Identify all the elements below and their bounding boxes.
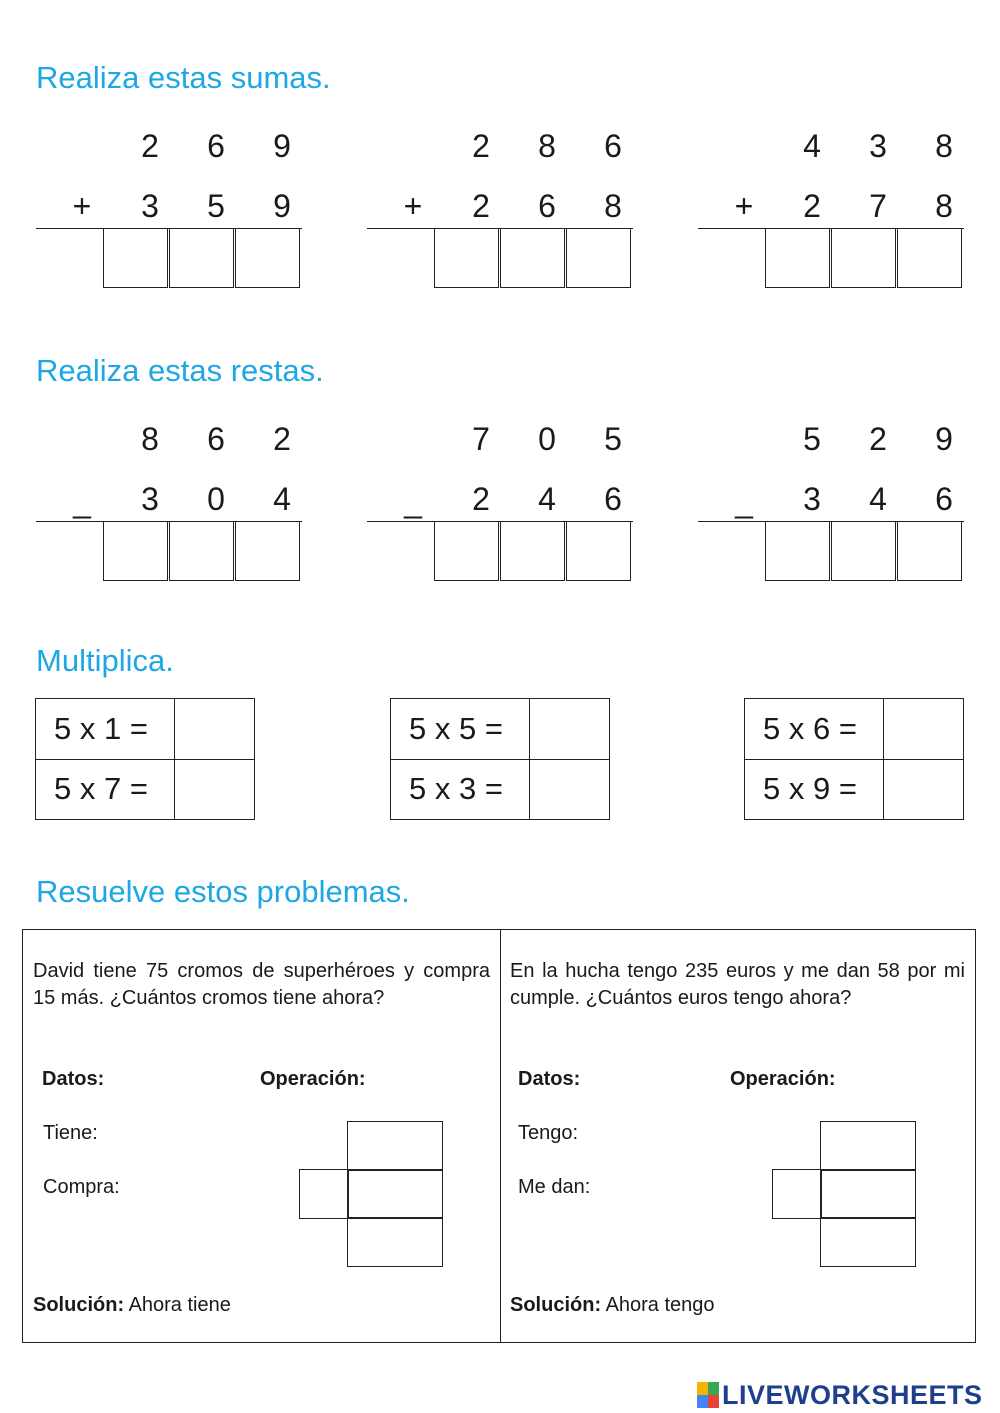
mult-expression: 5 x 7 = [36, 759, 175, 819]
mult-expression: 5 x 6 = [745, 699, 884, 759]
resta-2-top-tens: 0 [538, 421, 556, 457]
operation-box-result[interactable] [820, 1217, 916, 1267]
resta-1-top-tens: 6 [207, 421, 225, 457]
operation-box-top[interactable] [820, 1121, 916, 1171]
resta-3-top-tens: 2 [869, 421, 887, 457]
resta-3-bottom-tens: 4 [869, 481, 887, 517]
answer-box-tens[interactable] [169, 521, 234, 581]
mult-expression: 5 x 5 = [391, 699, 530, 759]
resta-2-bottom-units: 6 [604, 481, 622, 517]
solucion-label: Solución: [33, 1294, 125, 1316]
mult-answer-box[interactable] [885, 699, 963, 759]
operation-sign-box[interactable] [772, 1169, 822, 1219]
suma-3-bottom-tens: 7 [869, 188, 887, 224]
suma-2-top-tens: 8 [538, 128, 556, 164]
minus-sign: _ [735, 483, 753, 519]
answer-box-hundreds[interactable] [434, 228, 499, 288]
answer-box-hundreds[interactable] [434, 521, 499, 581]
resta-1-top-hundreds: 8 [141, 421, 159, 457]
answer-box-tens[interactable] [500, 228, 565, 288]
resta-1-bottom-tens: 0 [207, 481, 225, 517]
resta-3 [698, 423, 964, 543]
suma-1-top-units: 9 [273, 128, 291, 164]
resta-2-bottom-tens: 4 [538, 481, 556, 517]
suma-2-bottom-tens: 6 [538, 188, 556, 224]
resta-3-top-units: 9 [935, 421, 953, 457]
mult-answer-box[interactable] [531, 699, 609, 759]
heading-restas: Realiza estas restas. [36, 353, 324, 388]
suma-2-bottom-hundreds: 2 [472, 188, 490, 224]
suma-1-bottom-hundreds: 3 [141, 188, 159, 224]
answer-box-hundreds[interactable] [765, 228, 830, 288]
operation-box-middle[interactable] [820, 1169, 916, 1219]
suma-2-bottom-units: 8 [604, 188, 622, 224]
mult-answer-box[interactable] [176, 759, 254, 819]
minus-sign: _ [404, 483, 422, 519]
problem-1 [23, 930, 501, 1342]
mult-answer-box[interactable] [885, 759, 963, 819]
answer-box-hundreds[interactable] [103, 521, 168, 581]
answer-box-units[interactable] [897, 521, 962, 581]
resta-1-bottom-hundreds: 3 [141, 481, 159, 517]
mult-answer-box[interactable] [531, 759, 609, 819]
resta-2-top-hundreds: 7 [472, 421, 490, 457]
plus-sign: + [403, 188, 423, 224]
resta-3-top-hundreds: 5 [803, 421, 821, 457]
dato-compra: Compra: [43, 1176, 120, 1198]
answer-box-tens[interactable] [831, 228, 896, 288]
suma-2 [367, 130, 633, 250]
minus-sign: _ [73, 483, 91, 519]
problem-2-text: En la hucha tengo 235 euros y me dan 58 por mi cumple. ¿Cuántos euros tengo ahora? [510, 960, 965, 1009]
solution-line [33, 1294, 231, 1317]
mult-row [36, 759, 254, 819]
dato-tengo: Tengo: [518, 1122, 579, 1144]
problem-1-text: David tiene 75 cromos de superhéroes y compra 15 más. ¿Cuántos cromos tiene ahora? [33, 960, 490, 1009]
answer-box-tens[interactable] [500, 521, 565, 581]
answer-box-units[interactable] [566, 228, 631, 288]
mult-answer-box[interactable] [176, 699, 254, 759]
problems-table [22, 929, 976, 1343]
dato-me-dan: Me dan: [518, 1176, 591, 1198]
suma-2-top-hundreds: 2 [472, 128, 490, 164]
mult-expression: 5 x 3 = [391, 759, 530, 819]
answer-box-hundreds[interactable] [103, 228, 168, 288]
solution-line [510, 1294, 715, 1317]
resta-3-bottom-units: 6 [935, 481, 953, 517]
mult-row [745, 699, 963, 760]
suma-3-top-hundreds: 4 [803, 128, 821, 164]
resta-2 [367, 423, 633, 543]
operacion-label: Operación: [730, 1068, 836, 1090]
operation-box-top[interactable] [347, 1121, 443, 1171]
mult-row [391, 759, 609, 819]
suma-1-bottom-units: 9 [273, 188, 291, 224]
solucion-text: Ahora tengo [605, 1294, 715, 1316]
resta-2-top-units: 5 [604, 421, 622, 457]
resta-3-bottom-hundreds: 3 [803, 481, 821, 517]
operacion-label: Operación: [260, 1068, 366, 1090]
suma-1-bottom-tens: 5 [207, 188, 225, 224]
answer-box-units[interactable] [897, 228, 962, 288]
mult-table-1 [35, 698, 255, 820]
answer-box-hundreds[interactable] [765, 521, 830, 581]
suma-1-top-hundreds: 2 [141, 128, 159, 164]
mult-row [745, 759, 963, 819]
resta-2-bottom-hundreds: 2 [472, 481, 490, 517]
datos-label: Datos: [42, 1068, 105, 1090]
answer-box-tens[interactable] [831, 521, 896, 581]
plus-sign: + [72, 188, 92, 224]
suma-3-top-tens: 3 [869, 128, 887, 164]
suma-3-bottom-units: 8 [935, 188, 953, 224]
operation-box-middle[interactable] [347, 1169, 443, 1219]
resta-1-bottom-units: 4 [273, 481, 291, 517]
suma-3 [698, 130, 964, 250]
solucion-label: Solución: [510, 1294, 602, 1316]
resta-1 [36, 423, 302, 543]
answer-box-units[interactable] [235, 521, 300, 581]
solucion-text: Ahora tiene [128, 1294, 231, 1316]
mult-table-3 [744, 698, 964, 820]
mult-row [391, 699, 609, 760]
answer-box-tens[interactable] [169, 228, 234, 288]
suma-3-bottom-hundreds: 2 [803, 188, 821, 224]
suma-3-top-units: 8 [935, 128, 953, 164]
heading-problemas: Resuelve estos problemas. [36, 874, 410, 909]
suma-1 [36, 130, 302, 250]
heading-multiplica: Multiplica. [36, 643, 174, 678]
operation-box-result[interactable] [347, 1217, 443, 1267]
answer-box-units[interactable] [235, 228, 300, 288]
heading-sumas: Realiza estas sumas. [36, 60, 331, 95]
datos-label: Datos: [518, 1068, 581, 1090]
logo-text: LIVEWORKSHEETS [722, 1379, 983, 1410]
problem-2 [500, 930, 975, 1342]
answer-box-units[interactable] [566, 521, 631, 581]
liveworksheets-logo [697, 1378, 983, 1412]
suma-2-top-units: 6 [604, 128, 622, 164]
resta-1-top-units: 2 [273, 421, 291, 457]
mult-expression: 5 x 1 = [36, 699, 175, 759]
mult-expression: 5 x 9 = [745, 759, 884, 819]
dato-tiene: Tiene: [43, 1122, 98, 1144]
liveworksheets-logo-icon [697, 1382, 719, 1408]
operation-sign-box[interactable] [299, 1169, 349, 1219]
suma-1-top-tens: 6 [207, 128, 225, 164]
mult-table-2 [390, 698, 610, 820]
plus-sign: + [734, 188, 754, 224]
mult-row [36, 699, 254, 760]
